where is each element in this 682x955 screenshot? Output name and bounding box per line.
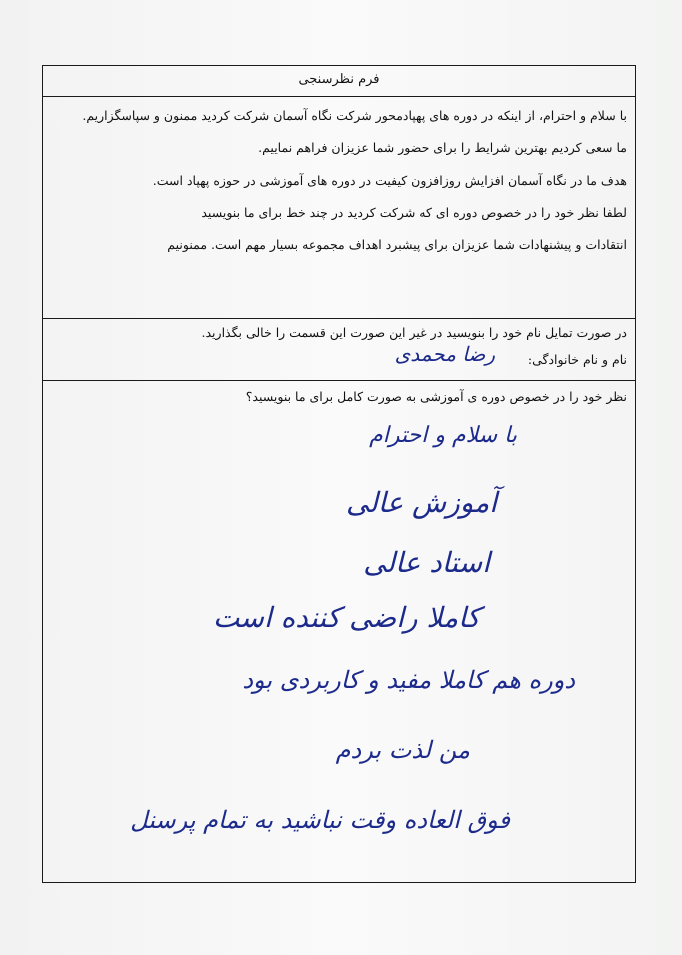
intro-line: هدف ما در نگاه آسمان افزایش روزافزون کیفیت در دوره های آموزشی در حوزه پهپاد است. [152, 173, 627, 188]
form-title: فرم نظرسنجی [298, 72, 380, 87]
feedback-form [42, 65, 636, 883]
handwritten-line: من لذت بردم [335, 736, 470, 764]
handwritten-line: آموزش عالی [346, 486, 497, 519]
intro-line: با سلام و احترام، از اینکه در دوره های پهپادمحور شرکت نگاه آسمان شرکت کردید ممنون و سپاسگزاریم. [82, 108, 627, 123]
name-section [43, 319, 635, 381]
intro-line: انتقادات و پیشنهادات شما عزیزان برای پیشبرد اهداف مجموعه بسیار مهم است. ممنونیم [167, 237, 627, 252]
handwritten-line: با سلام و احترام [369, 423, 517, 448]
intro-line: ما سعی کردیم بهترین شرایط را برای حضور شما عزیزان فراهم نماییم. [258, 140, 627, 155]
name-handwritten-value: رضا محمدی [394, 342, 495, 366]
intro-line: لطفا نظر خود را در خصوص دوره ای که شرکت کردید در چند خط برای ما بنویسید [201, 205, 627, 220]
name-label: نام و نام خانوادگی: [527, 352, 627, 367]
form-title-row [43, 66, 635, 97]
handwritten-line: استاد عالی [363, 546, 490, 579]
name-instruction: در صورت تمایل نام خود را بنویسید در غیر این صورت این قسمت را خالی بگذارید. [201, 325, 627, 340]
handwritten-line: فوق العاده وقت نباشید به تمام پرسنل [130, 806, 510, 834]
comment-section [43, 381, 635, 882]
comment-question: نظر خود را در خصوص دوره ی آموزشی به صورت کامل برای ما بنویسید؟ [245, 389, 627, 404]
intro-section [43, 97, 635, 319]
handwritten-line: کاملا راضی کننده است [212, 601, 480, 634]
handwritten-line: دوره هم کاملا مفید و کاربردی بود [242, 666, 575, 694]
